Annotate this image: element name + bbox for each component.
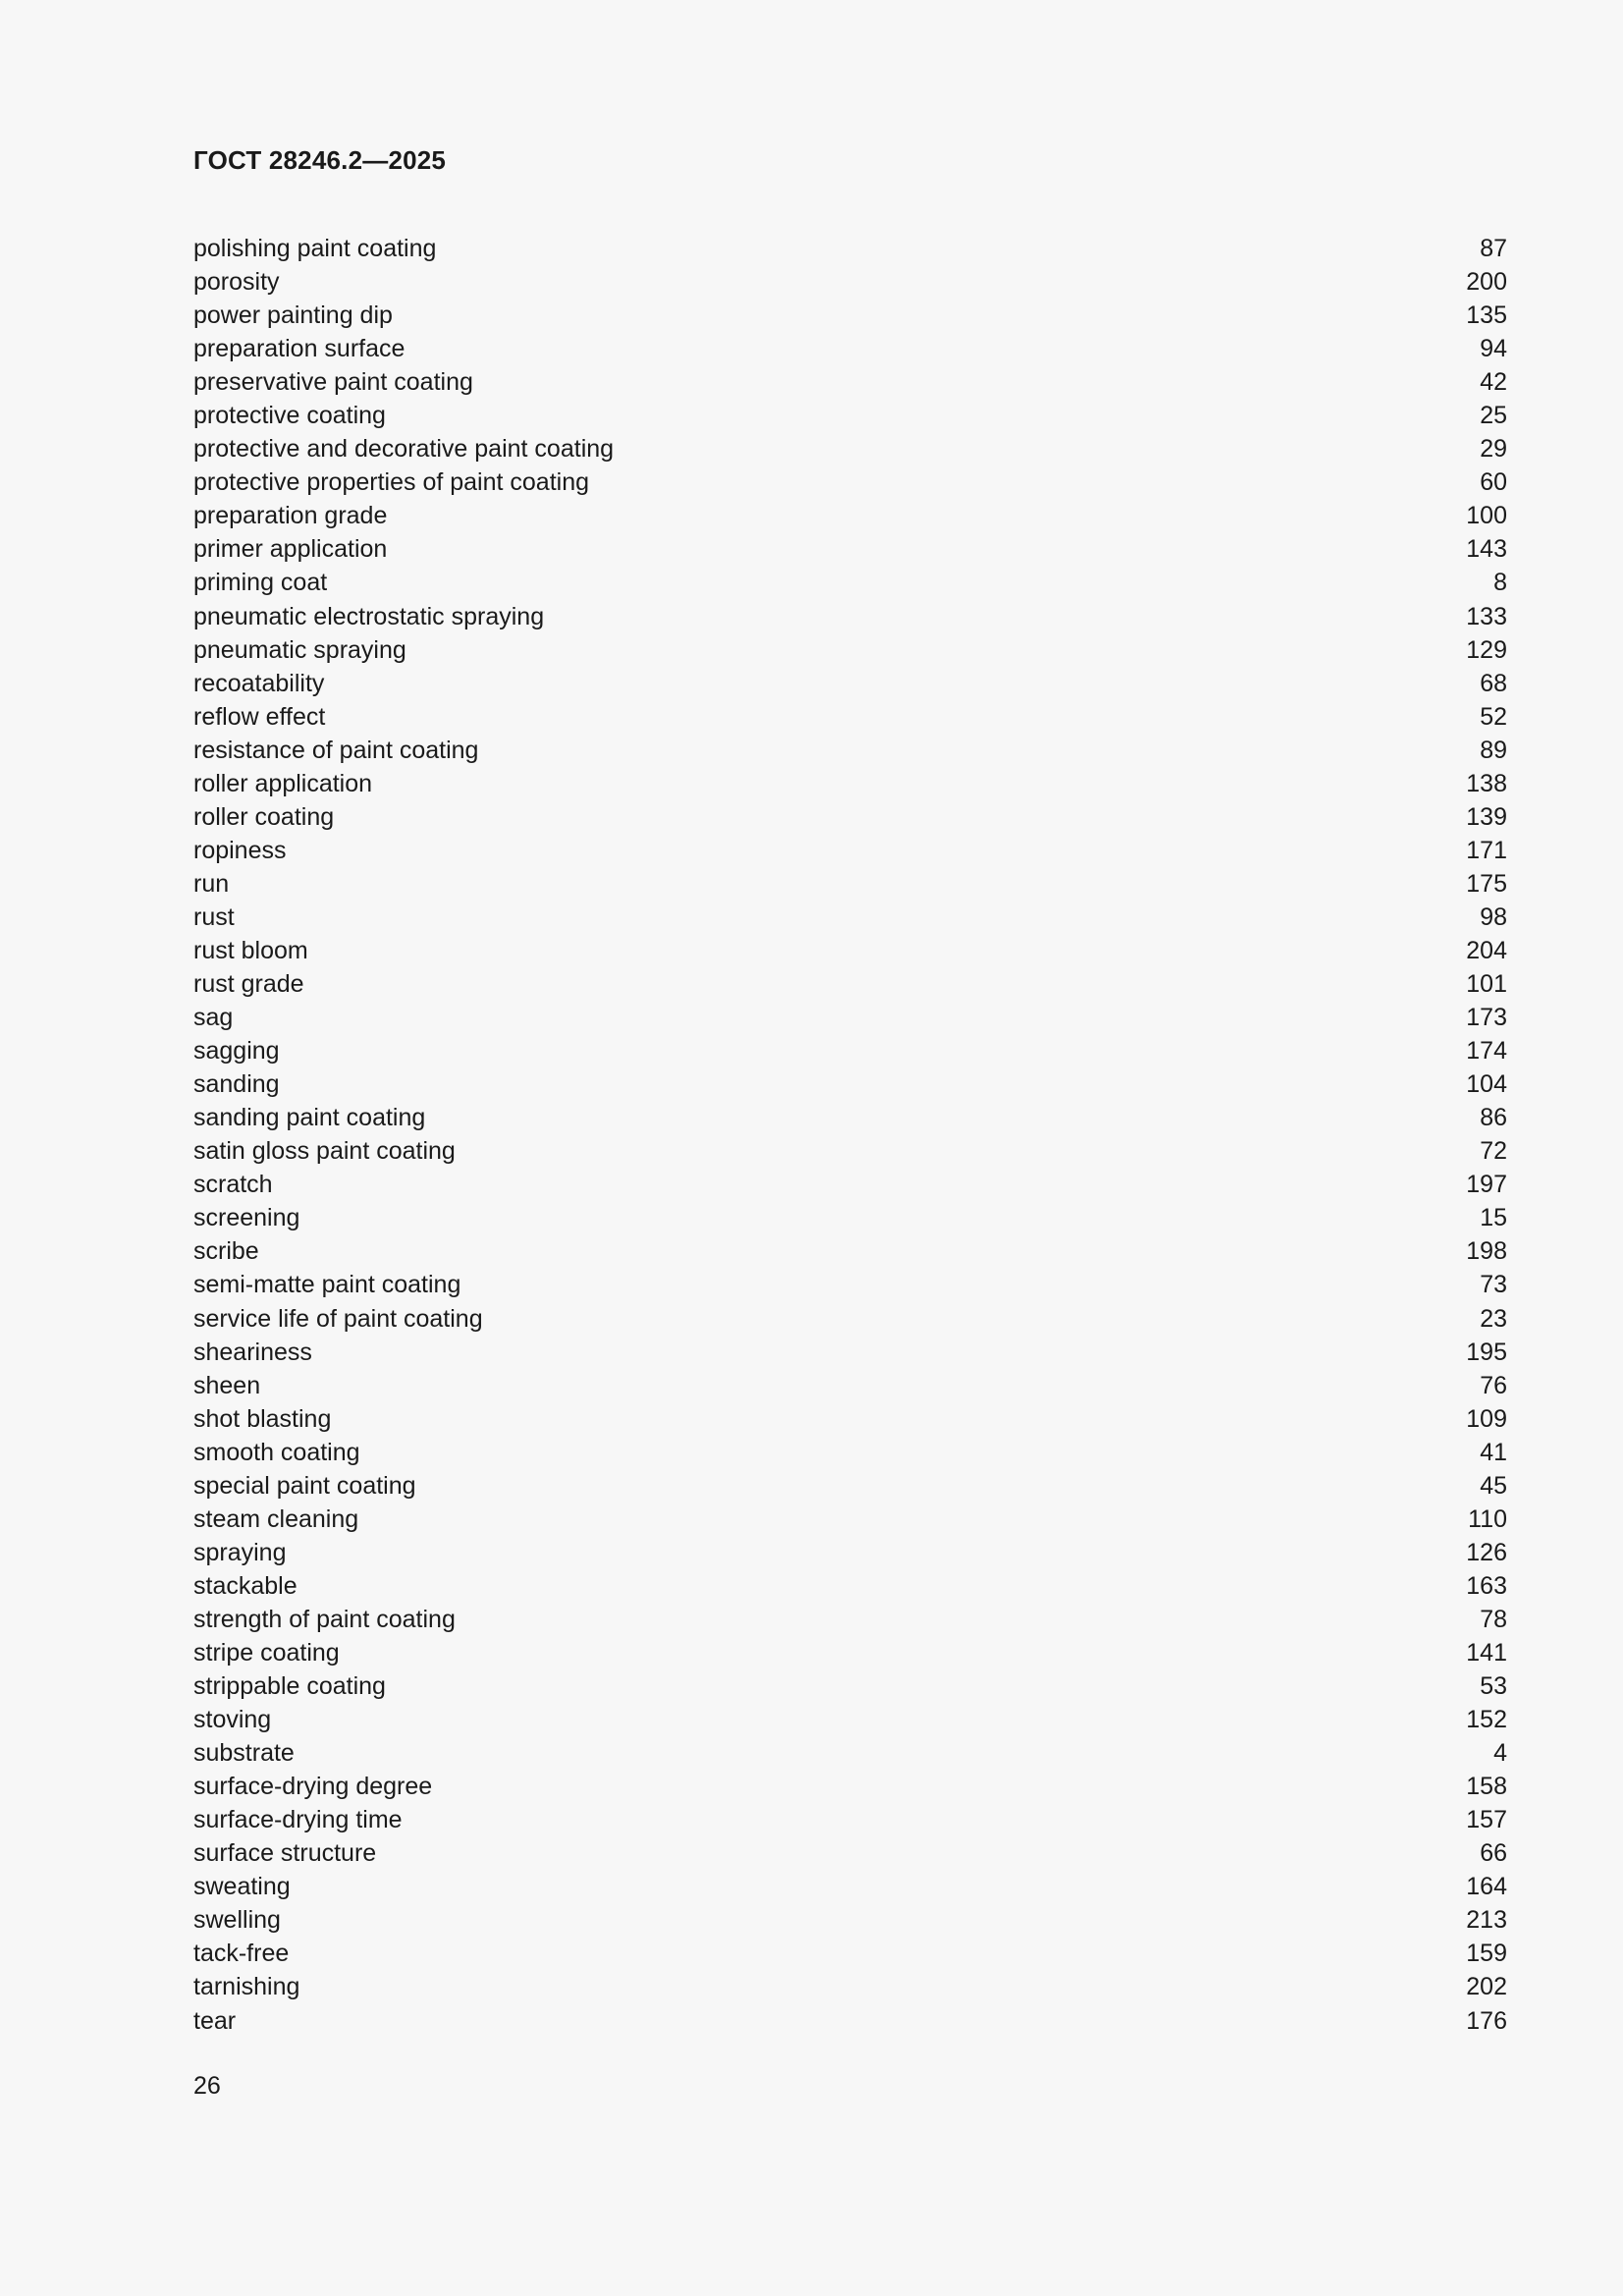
index-reference-number: 98	[1480, 902, 1507, 931]
index-reference-number: 213	[1466, 1906, 1507, 1935]
index-reference-number: 176	[1466, 2006, 1507, 2035]
index-entry	[193, 2003, 1507, 2037]
index-reference-number: 76	[1480, 1371, 1507, 1399]
index-reference-number: 8	[1493, 569, 1507, 597]
index-entry	[193, 934, 1507, 967]
index-reference-number: 25	[1480, 402, 1507, 430]
index-term: surface structure	[193, 1839, 377, 1868]
index-reference-number: 159	[1466, 1940, 1507, 1968]
index-entry	[193, 1803, 1507, 1836]
index-reference-number: 198	[1466, 1237, 1507, 1266]
index-entry	[193, 1101, 1507, 1134]
index-entry	[193, 1469, 1507, 1503]
index-entry	[193, 1268, 1507, 1301]
index-term: sanding paint coating	[193, 1104, 426, 1132]
index-term: protective coating	[193, 402, 386, 430]
index-term: rust grade	[193, 970, 304, 999]
index-entry	[193, 600, 1507, 633]
index-entry	[193, 1903, 1507, 1937]
index-reference-number: 133	[1466, 602, 1507, 630]
index-reference-number: 66	[1480, 1839, 1507, 1868]
index-reference-number: 4	[1493, 1739, 1507, 1768]
index-term: screening	[193, 1204, 300, 1232]
index-reference-number: 42	[1480, 368, 1507, 397]
index-term: preparation grade	[193, 502, 388, 530]
index-term: roller application	[193, 769, 373, 797]
term-index-list	[193, 232, 1507, 2038]
index-term: stripe coating	[193, 1638, 340, 1667]
index-term: protective and decorative paint coating	[193, 435, 615, 464]
index-entry	[193, 767, 1507, 800]
index-entry	[193, 1134, 1507, 1168]
index-term: sagging	[193, 1037, 280, 1066]
index-term: rust	[193, 902, 235, 931]
index-reference-number: 53	[1480, 1672, 1507, 1701]
index-reference-number: 139	[1466, 802, 1507, 831]
index-entry	[193, 1836, 1507, 1870]
index-entry	[193, 1937, 1507, 1970]
index-entry	[193, 232, 1507, 265]
index-term: polishing paint coating	[193, 235, 437, 263]
index-entry	[193, 967, 1507, 1001]
index-entry	[193, 1436, 1507, 1469]
page-number: 26	[193, 2072, 221, 2100]
index-reference-number: 163	[1466, 1571, 1507, 1600]
index-entry	[193, 1870, 1507, 1903]
index-entry	[193, 1302, 1507, 1336]
index-term: recoatability	[193, 669, 325, 697]
index-term: reflow effect	[193, 702, 326, 731]
index-entry	[193, 1201, 1507, 1234]
index-entry	[193, 1402, 1507, 1436]
index-term: pneumatic electrostatic spraying	[193, 602, 545, 630]
index-term: strength of paint coating	[193, 1605, 456, 1633]
index-term: tear	[193, 2006, 237, 2035]
index-reference-number: 87	[1480, 235, 1507, 263]
index-entry	[193, 867, 1507, 901]
index-reference-number: 174	[1466, 1037, 1507, 1066]
index-entry	[193, 1001, 1507, 1034]
index-reference-number: 143	[1466, 535, 1507, 564]
index-term: surface-drying time	[193, 1806, 403, 1834]
index-term: scratch	[193, 1171, 273, 1199]
index-entry	[193, 1569, 1507, 1603]
index-entry	[193, 332, 1507, 365]
index-reference-number: 129	[1466, 635, 1507, 664]
index-term: run	[193, 869, 230, 898]
index-term: stackable	[193, 1571, 298, 1600]
index-term: service life of paint coating	[193, 1304, 483, 1333]
index-entry	[193, 499, 1507, 532]
index-term: shot blasting	[193, 1404, 332, 1433]
index-reference-number: 175	[1466, 869, 1507, 898]
index-entry	[193, 1369, 1507, 1402]
index-entry	[193, 1669, 1507, 1703]
index-entry	[193, 432, 1507, 465]
index-term: tarnishing	[193, 1973, 300, 2001]
index-reference-number: 78	[1480, 1605, 1507, 1633]
index-term: substrate	[193, 1739, 295, 1768]
index-term: protective properties of paint coating	[193, 468, 590, 497]
index-entry	[193, 633, 1507, 667]
index-reference-number: 152	[1466, 1706, 1507, 1734]
index-entry	[193, 365, 1507, 399]
index-term: steam cleaning	[193, 1504, 359, 1533]
index-term: sanding	[193, 1070, 280, 1099]
index-reference-number: 200	[1466, 268, 1507, 297]
index-entry	[193, 1770, 1507, 1803]
index-reference-number: 173	[1466, 1004, 1507, 1032]
index-reference-number: 23	[1480, 1304, 1507, 1333]
document-header: ГОСТ 28246.2—2025	[193, 145, 447, 175]
index-term: sag	[193, 1004, 234, 1032]
index-entry	[193, 1336, 1507, 1369]
index-reference-number: 104	[1466, 1070, 1507, 1099]
index-reference-number: 52	[1480, 702, 1507, 731]
index-entry	[193, 834, 1507, 867]
index-term: roller coating	[193, 802, 335, 831]
index-reference-number: 110	[1468, 1504, 1507, 1533]
index-term: smooth coating	[193, 1438, 360, 1466]
index-reference-number: 109	[1466, 1404, 1507, 1433]
index-term: priming coat	[193, 569, 328, 597]
index-reference-number: 101	[1466, 970, 1507, 999]
index-entry	[193, 465, 1507, 499]
index-term: strippable coating	[193, 1672, 386, 1701]
index-reference-number: 135	[1466, 301, 1507, 330]
index-term: scribe	[193, 1237, 259, 1266]
index-reference-number: 138	[1466, 769, 1507, 797]
index-entry	[193, 566, 1507, 599]
index-term: rust bloom	[193, 937, 308, 964]
index-term: surface-drying degree	[193, 1773, 433, 1801]
index-entry	[193, 1736, 1507, 1770]
index-term: ropiness	[193, 836, 287, 864]
index-reference-number: 158	[1466, 1773, 1507, 1801]
index-reference-number: 100	[1466, 502, 1507, 530]
index-reference-number: 72	[1480, 1137, 1507, 1166]
index-term: preservative paint coating	[193, 368, 473, 397]
index-reference-number: 204	[1466, 937, 1507, 964]
index-term: swelling	[193, 1906, 281, 1935]
index-term: sweating	[193, 1873, 291, 1901]
index-entry	[193, 1168, 1507, 1201]
index-entry	[193, 734, 1507, 767]
index-entry	[193, 399, 1507, 432]
index-term: sheen	[193, 1371, 261, 1399]
index-entry	[193, 1067, 1507, 1101]
index-term: resistance of paint coating	[193, 736, 479, 764]
index-term: tack-free	[193, 1940, 290, 1968]
index-reference-number: 15	[1480, 1204, 1507, 1232]
index-entry	[193, 1636, 1507, 1669]
index-reference-number: 197	[1466, 1171, 1507, 1199]
index-entry	[193, 1970, 1507, 2003]
index-entry	[193, 1034, 1507, 1067]
index-entry	[193, 299, 1507, 332]
index-entry	[193, 532, 1507, 566]
index-reference-number: 86	[1480, 1104, 1507, 1132]
index-term: sheariness	[193, 1338, 312, 1366]
index-entry	[193, 800, 1507, 834]
index-entry	[193, 700, 1507, 734]
index-entry	[193, 1703, 1507, 1736]
index-term: primer application	[193, 535, 388, 564]
index-entry	[193, 1603, 1507, 1636]
index-reference-number: 41	[1480, 1438, 1507, 1466]
index-reference-number: 60	[1480, 468, 1507, 497]
index-entry	[193, 901, 1507, 934]
index-reference-number: 171	[1466, 836, 1507, 864]
index-entry	[193, 1536, 1507, 1569]
index-reference-number: 29	[1480, 435, 1507, 464]
index-reference-number: 157	[1466, 1806, 1507, 1834]
index-term: power painting dip	[193, 301, 393, 330]
index-term: semi-matte paint coating	[193, 1271, 461, 1299]
index-term: stoving	[193, 1706, 272, 1734]
index-reference-number: 126	[1466, 1538, 1507, 1566]
index-reference-number: 94	[1480, 335, 1507, 363]
index-entry	[193, 667, 1507, 700]
index-term: spraying	[193, 1538, 287, 1566]
index-term: porosity	[193, 268, 280, 297]
index-reference-number: 73	[1480, 1271, 1507, 1299]
index-reference-number: 141	[1466, 1638, 1507, 1667]
index-entry	[193, 265, 1507, 299]
index-reference-number: 68	[1480, 669, 1507, 697]
index-reference-number: 202	[1466, 1973, 1507, 2001]
index-entry	[193, 1234, 1507, 1268]
index-reference-number: 89	[1480, 736, 1507, 764]
index-entry	[193, 1503, 1507, 1536]
index-term: special paint coating	[193, 1471, 416, 1500]
index-reference-number: 45	[1480, 1471, 1507, 1500]
index-term: satin gloss paint coating	[193, 1137, 456, 1166]
index-reference-number: 164	[1466, 1873, 1507, 1901]
index-term: preparation surface	[193, 335, 406, 363]
index-reference-number: 195	[1466, 1338, 1507, 1366]
index-term: pneumatic spraying	[193, 635, 406, 664]
